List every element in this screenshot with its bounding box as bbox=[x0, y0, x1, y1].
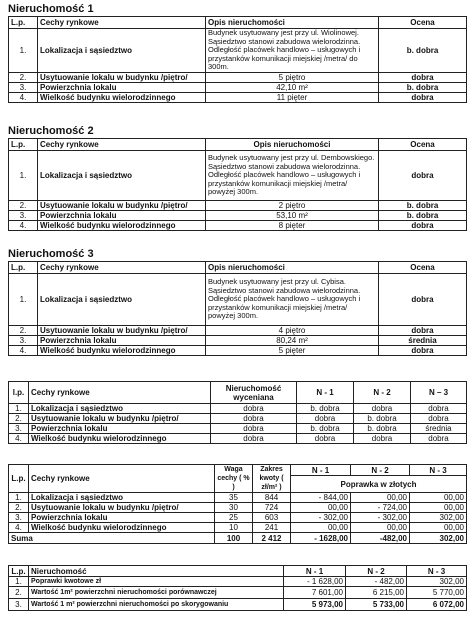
row-no: 1. bbox=[9, 151, 38, 201]
row-desc: Budynek usytuowany jest przy ul. Dembowskiego. Sąsiedztwo stanowi zabudowa wielorodzinna. Odległość placówek handlowo – usługowych i przystanków komunikacji miejskiej /metra/ powyżej 300m. bbox=[206, 151, 379, 201]
row-feature: Powierzchnia lokalu bbox=[38, 336, 206, 346]
property-1-title: Nieruchomość 1 bbox=[8, 3, 94, 15]
cell: 5 733,00 bbox=[346, 599, 407, 611]
header-desc: Opis nieruchomości bbox=[206, 262, 379, 274]
row-rating: b. dobra bbox=[379, 201, 467, 211]
cell: 724 bbox=[253, 503, 291, 513]
cell: dobra bbox=[211, 424, 297, 434]
row-rating: dobra bbox=[379, 346, 467, 356]
row-desc: Budynek usytuowany jest przy ul. Wiolinowej. Sąsiedztwo stanowi zabudowa wielorodzinna. Odległość placówek handlowo – usługowych i przystanków komunikacji miejskiej /metra/ do 300m. bbox=[206, 29, 379, 73]
header-feature: Cechy rynkowe bbox=[29, 382, 211, 404]
cell: 10 bbox=[215, 523, 253, 533]
header-lp: L.p. bbox=[9, 566, 29, 577]
row-desc: 53,10 m² bbox=[206, 211, 379, 221]
cell: 35 bbox=[215, 493, 253, 503]
row-rating: b. dobra bbox=[379, 211, 467, 221]
row-rating: dobra bbox=[379, 221, 467, 231]
header-desc: Opis nieruchomości bbox=[206, 17, 379, 29]
row-desc: 5 pięter bbox=[206, 346, 379, 356]
cell-feature: Usytuowanie lokalu w budynku /piętro/ bbox=[29, 503, 215, 513]
cell: 2. bbox=[9, 414, 29, 424]
cell: 25 bbox=[215, 513, 253, 523]
header-lp: L.p. bbox=[9, 17, 38, 29]
row-desc: 42,10 m² bbox=[206, 82, 379, 92]
header-lp: L.p. bbox=[9, 139, 38, 151]
header-n2: N - 2 bbox=[351, 465, 410, 476]
row-rating: b. dobra bbox=[379, 82, 467, 92]
header-lp: l.p. bbox=[9, 382, 29, 404]
row-feature: Usytuowanie lokalu w budynku /piętro/ bbox=[38, 326, 206, 336]
cell: 3. bbox=[9, 513, 29, 523]
cell-feature: Wielkość budynku wielorodzinnego bbox=[29, 523, 215, 533]
sum-label: Suma bbox=[9, 533, 215, 544]
sum-n3: 302,00 bbox=[410, 533, 467, 544]
cell: 1. bbox=[9, 577, 29, 587]
header-n2: N - 2 bbox=[354, 382, 411, 404]
row-desc: 80,24 m² bbox=[206, 336, 379, 346]
header-n3: N - 3 bbox=[407, 566, 467, 577]
cell: 00,00 bbox=[410, 503, 467, 513]
cell: 1. bbox=[9, 404, 29, 414]
cell: b. dobra bbox=[297, 404, 354, 414]
header-feature: Cechy rynkowe bbox=[38, 262, 206, 274]
cell-feature: Usytuowanie lokalu w budynku /piętro/ bbox=[29, 414, 211, 424]
row-rating: dobra bbox=[379, 326, 467, 336]
cell-feature: Lokalizacja i sąsiedztwo bbox=[29, 493, 215, 503]
corrections-table bbox=[8, 464, 467, 544]
cell: - 482,00 bbox=[346, 577, 407, 587]
property-3-table bbox=[8, 261, 467, 356]
cell: - 302,00 bbox=[291, 513, 351, 523]
cell: 302,00 bbox=[410, 513, 467, 523]
header-n2: N - 2 bbox=[346, 566, 407, 577]
cell: dobra bbox=[297, 434, 354, 444]
row-feature: Lokalizacja i sąsiedztwo bbox=[38, 151, 206, 201]
row-rating: b. dobra bbox=[379, 29, 467, 73]
row-no: 3. bbox=[9, 336, 38, 346]
header-n3: N – 3 bbox=[411, 382, 467, 404]
cell: 4. bbox=[9, 523, 29, 533]
cell-feature: Wielkość budynku wielorodzinnego bbox=[29, 434, 211, 444]
header-feature: Cechy rynkowe bbox=[29, 465, 215, 493]
cell: 302,00 bbox=[407, 577, 467, 587]
cell: dobra bbox=[211, 434, 297, 444]
row-feature: Wielkość budynku wielorodzinnego bbox=[38, 346, 206, 356]
cell-feature: Powierzchnia lokalu bbox=[29, 513, 215, 523]
cell-feature: Lokalizacja i sąsiedztwo bbox=[29, 404, 211, 414]
row-rating: dobra bbox=[379, 72, 467, 82]
cell: 00,00 bbox=[351, 493, 410, 503]
cell: średnia bbox=[411, 424, 467, 434]
row-rating: dobra bbox=[379, 92, 467, 102]
header-rating: Ocena bbox=[379, 139, 467, 151]
property-3-title: Nieruchomość 3 bbox=[8, 248, 94, 260]
property-2-table bbox=[8, 138, 467, 231]
cell: dobra bbox=[411, 434, 467, 444]
header-lp: L.p. bbox=[9, 262, 38, 274]
cell: 7 601,00 bbox=[284, 587, 346, 599]
cell: b. dobra bbox=[354, 424, 411, 434]
cell: 00,00 bbox=[291, 523, 351, 533]
cell: 6 215,00 bbox=[346, 587, 407, 599]
header-correction: Poprawka w złotych bbox=[291, 476, 467, 493]
row-no: 3. bbox=[9, 82, 38, 92]
sum-weight: 100 bbox=[215, 533, 253, 544]
row-desc: 4 piętro bbox=[206, 326, 379, 336]
row-no: 4. bbox=[9, 346, 38, 356]
row-desc: 11 pięter bbox=[206, 92, 379, 102]
header-property: Nieruchomość bbox=[29, 566, 284, 577]
cell: 5 973,00 bbox=[284, 599, 346, 611]
sum-range: 2 412 bbox=[253, 533, 291, 544]
header-n3: N - 3 bbox=[410, 465, 467, 476]
cell: - 844,00 bbox=[291, 493, 351, 503]
cell: 1. bbox=[9, 493, 29, 503]
property-2-title: Nieruchomość 2 bbox=[8, 125, 94, 137]
row-rating: dobra bbox=[379, 151, 467, 201]
cell-label: Poprawki kwotowe zł bbox=[29, 577, 284, 587]
row-feature: Usytuowanie lokalu w budynku /piętro/ bbox=[38, 72, 206, 82]
cell: b. dobra bbox=[354, 414, 411, 424]
cell: 5 770,00 bbox=[407, 587, 467, 599]
summary-table bbox=[8, 565, 467, 611]
cell: 30 bbox=[215, 503, 253, 513]
header-feature: Cechy rynkowe bbox=[38, 17, 206, 29]
row-rating: średnia bbox=[379, 336, 467, 346]
row-no: 1. bbox=[9, 274, 38, 326]
row-no: 2. bbox=[9, 72, 38, 82]
row-feature: Powierzchnia lokalu bbox=[38, 82, 206, 92]
row-feature: Wielkość budynku wielorodzinnego bbox=[38, 221, 206, 231]
cell-feature: Powierzchnia lokalu bbox=[29, 424, 211, 434]
row-feature: Lokalizacja i sąsiedztwo bbox=[38, 29, 206, 73]
cell: dobra bbox=[211, 404, 297, 414]
row-desc: Budynek usytuowany jest przy ul. Cybisa. Sąsiedztwo stanowi zabudowa wielorodzinna. Odległość placówek handlowo – usługowych i przystanków komunikacji miejskiej /metra/ powyżej 300m. bbox=[206, 274, 379, 326]
row-no: 2. bbox=[9, 201, 38, 211]
row-desc: 8 pięter bbox=[206, 221, 379, 231]
row-feature: Wielkość budynku wielorodzinnego bbox=[38, 92, 206, 102]
cell: dobra bbox=[411, 404, 467, 414]
cell: dobra bbox=[411, 414, 467, 424]
property-1-table bbox=[8, 16, 467, 103]
cell: - 302,00 bbox=[351, 513, 410, 523]
cell: dobra bbox=[297, 414, 354, 424]
sum-n1: - 1628,00 bbox=[291, 533, 351, 544]
cell: 00,00 bbox=[410, 523, 467, 533]
row-feature: Powierzchnia lokalu bbox=[38, 211, 206, 221]
header-n1: N - 1 bbox=[291, 465, 351, 476]
cell: 00,00 bbox=[351, 523, 410, 533]
cell: 3. bbox=[9, 599, 29, 611]
header-rating: Ocena bbox=[379, 17, 467, 29]
row-no: 3. bbox=[9, 211, 38, 221]
row-rating: dobra bbox=[379, 274, 467, 326]
cell: - 724,00 bbox=[351, 503, 410, 513]
cell-label: Wartość 1m² powierzchni nieruchomości porównawczej bbox=[29, 587, 284, 599]
cell: dobra bbox=[354, 434, 411, 444]
cell: 00,00 bbox=[291, 503, 351, 513]
cell: 2. bbox=[9, 503, 29, 513]
cell: 00,00 bbox=[410, 493, 467, 503]
row-feature: Lokalizacja i sąsiedztwo bbox=[38, 274, 206, 326]
cell: 844 bbox=[253, 493, 291, 503]
cell: 241 bbox=[253, 523, 291, 533]
cell: 4. bbox=[9, 434, 29, 444]
header-weight: Waga cechy ( % ) bbox=[215, 465, 253, 493]
cell: dobra bbox=[211, 414, 297, 424]
header-rating: Ocena bbox=[379, 262, 467, 274]
cell: 3. bbox=[9, 424, 29, 434]
row-no: 4. bbox=[9, 221, 38, 231]
header-range: Zakres kwoty ( zł/m² ) bbox=[253, 465, 291, 493]
row-no: 4. bbox=[9, 92, 38, 102]
header-desc: Opis nieruchomości bbox=[206, 139, 379, 151]
sum-n2: -482,00 bbox=[351, 533, 410, 544]
row-feature: Usytuowanie lokalu w budynku /piętro/ bbox=[38, 201, 206, 211]
header-n1: N - 1 bbox=[297, 382, 354, 404]
cell-label: Wartość 1 m² powierzchni nieruchomości po skorygowaniu bbox=[29, 599, 284, 611]
row-desc: 2 piętro bbox=[206, 201, 379, 211]
cell: 2. bbox=[9, 587, 29, 599]
header-feature: Cechy rynkowe bbox=[38, 139, 206, 151]
cell: b. dobra bbox=[297, 424, 354, 434]
header-lp: L.p. bbox=[9, 465, 29, 493]
cell: - 1 628,00 bbox=[284, 577, 346, 587]
cell: 6 072,00 bbox=[407, 599, 467, 611]
row-no: 1. bbox=[9, 29, 38, 73]
row-desc: 5 piętro bbox=[206, 72, 379, 82]
row-no: 2. bbox=[9, 326, 38, 336]
cell: dobra bbox=[354, 404, 411, 414]
cell: 603 bbox=[253, 513, 291, 523]
header-valued: Nieruchomość wyceniana bbox=[211, 382, 297, 404]
header-n1: N - 1 bbox=[284, 566, 346, 577]
comparison-table bbox=[8, 381, 467, 444]
